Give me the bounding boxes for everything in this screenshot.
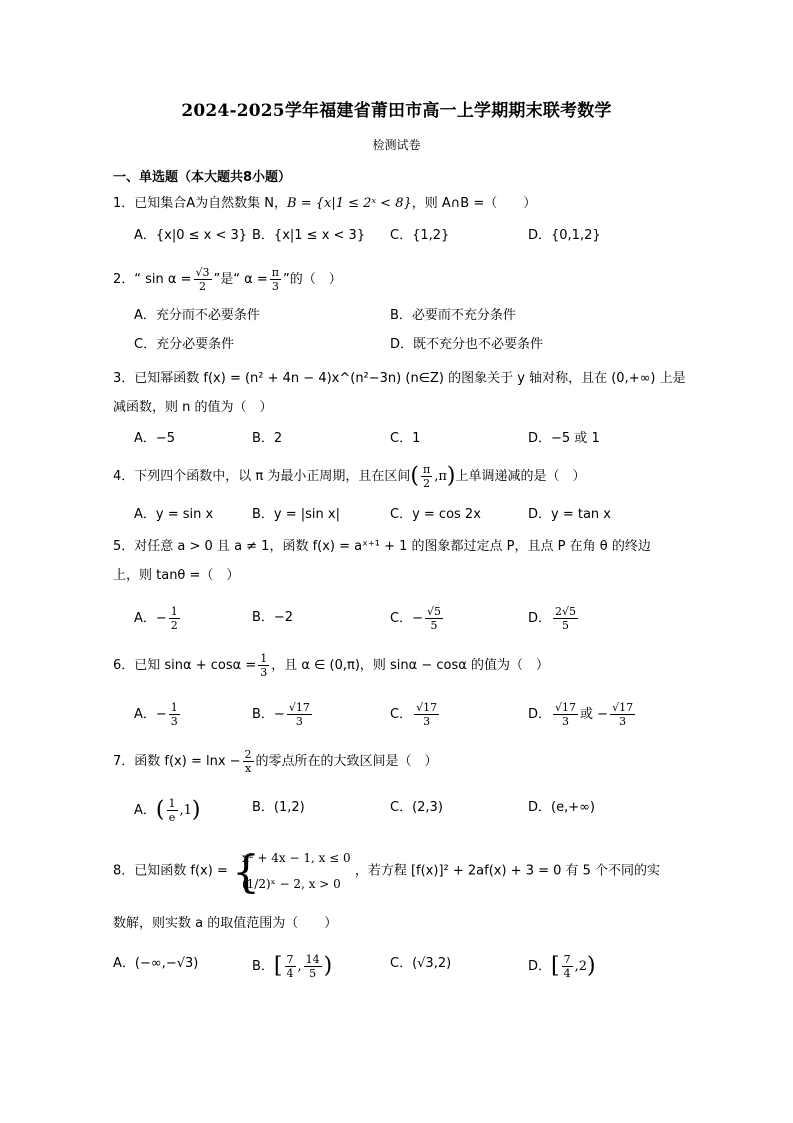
q8-option-d: D．[ $\frac{7}{4}$ ,2) (528, 953, 596, 980)
q8-piecewise: { x² + 4x − 1, x ≤ 0 (1/2)ˣ − 2, x > 0 (231, 847, 351, 898)
question-5-line-2: 上，则 tanθ =（ ） (113, 568, 240, 583)
q4-option-a: A．y = sin x (134, 507, 214, 522)
q3-option-c: C．1 (390, 431, 421, 446)
q1-option-a: A．{x|0 ≤ x < 3} (134, 228, 248, 243)
q2-stem-a: 2．“ sin α = (113, 272, 192, 287)
q1-tail: ，则 A∩B =（ ） (411, 196, 537, 211)
q4-interval-tail: ,π (434, 469, 447, 484)
q6-option-a: A．− $\frac{1}{3}$ (134, 701, 178, 728)
q1-stem: 1．已知集合A为自然数集 N， (113, 196, 288, 211)
q5-option-b: B．−2 (252, 610, 294, 625)
question-8-line-2: 数解，则实数 a 的取值范围为（ ） (113, 916, 338, 931)
q2-stem-c: ”的（ ） (282, 272, 342, 287)
q4-stem-b: 上单调递减的是（ ） (455, 469, 586, 484)
q7-option-a: A．( $\frac{1}{e}$ ,1) (134, 797, 201, 824)
q2-option-c: C．充分必要条件 (134, 337, 235, 352)
question-6: 6．已知 sinα + cosα = $\frac{1}{3}$ ，且 α ∈ (0,π)，则 sinα − cosα 的值为（ ） (113, 652, 549, 679)
q6-option-c: C． $\frac{√17}{3}$ (390, 701, 438, 728)
question-4: 4．下列四个函数中，以 π 为最小正周期，且在区间( $\frac{\pi}{2}$ ,π)上单调递减的是（ ） (113, 463, 586, 490)
q3-option-b: B．2 (252, 431, 283, 446)
q6-option-d: D． $\frac{√17}{3}$ 或 − $\frac{√17}{3}$ (528, 701, 634, 728)
q2-fraction-2: $\frac{\pi}{3}$ (271, 266, 279, 293)
q2-stem-b: ”是“ α = (213, 272, 268, 287)
q4-option-c: C．y = cos 2x (390, 507, 481, 522)
q1-option-b: B．{x|1 ≤ x < 3} (252, 228, 366, 243)
q2-option-b: B．必要而不充分条件 (390, 308, 516, 323)
question-7: 7．函数 f(x) = lnx − $\frac{2}{x}$ 的零点所在的大致区间是（ ） (113, 748, 438, 775)
q6-option-b: B．− $\frac{√17}{3}$ (252, 701, 310, 728)
q2-option-a: A．充分而不必要条件 (134, 308, 260, 323)
q7-option-d: D．(e,+∞) (528, 800, 596, 815)
exam-subtitle: 检测试卷 (372, 138, 421, 152)
exam-title: 2024-2025学年福建省莆田市高一上学期期末联考数学 (181, 101, 612, 121)
q2-option-d: D．既不充分也不必要条件 (390, 337, 544, 352)
question-3-line-1: 3．已知幂函数 f(x) = (n² + 4n − 4)x^(n²−3n) (n∈Z) 的图象关于 y 轴对称，且在 (0,+∞) 上是 (113, 371, 686, 386)
q3-option-d: D．−5 或 1 (528, 431, 600, 446)
q4-interval-fraction: $\frac{\pi}{2}$ (422, 463, 431, 490)
q8-option-a: A．(−∞,−√3) (113, 956, 199, 971)
section-heading: 一、单选题（本大题共8小题） (113, 170, 292, 185)
question-5-line-1: 5．对任意 a > 0 且 a ≠ 1，函数 f(x) = aˣ⁺¹ + 1 的图象都过定点 P，且点 P 在角 θ 的终边 (113, 539, 651, 554)
q2-fraction-1: $\frac{√3}{2}$ (195, 266, 210, 293)
q8-option-c: C．(√3,2) (390, 956, 452, 971)
q1-option-d: D．{0,1,2} (528, 228, 601, 243)
question-3-line-2: 减函数，则 n 的值为（ ） (113, 400, 273, 415)
q3-option-a: A．−5 (134, 431, 176, 446)
q7-option-c: C．(2,3) (390, 800, 443, 815)
q5-option-a: A．− $\frac{1}{2}$ (134, 605, 178, 632)
question-8-line-1: 8．已知函数 f(x) = { x² + 4x − 1, x ≤ 0 (1/2)ˣ − 2, x > 0 ，若方程 [f(x)]² + 2af(x) + 3 = 0 有 5 个不同的实 (113, 847, 661, 898)
q5-option-d: D． $\frac{2√5}{5}$ (528, 605, 577, 632)
q4-option-b: B．y = |sin x| (252, 507, 340, 522)
question-1 (113, 193, 683, 215)
q7-option-b: B．(1,2) (252, 800, 305, 815)
q1-option-c: C．{1,2} (390, 228, 450, 243)
q8-option-b: B．[ $\frac{7}{4}$ , $\frac{14}{5}$ ) (252, 953, 333, 980)
q1-set-b: B = {x|1 ≤ 2ˣ < 8} (287, 196, 412, 211)
q4-option-d: D．y = tan x (528, 507, 611, 522)
question-2 (113, 266, 683, 293)
q5-option-c: C．− $\frac{√5}{5}$ (390, 605, 441, 632)
q4-stem-a: 4．下列四个函数中，以 π 为最小正周期，且在区间 (113, 469, 411, 484)
